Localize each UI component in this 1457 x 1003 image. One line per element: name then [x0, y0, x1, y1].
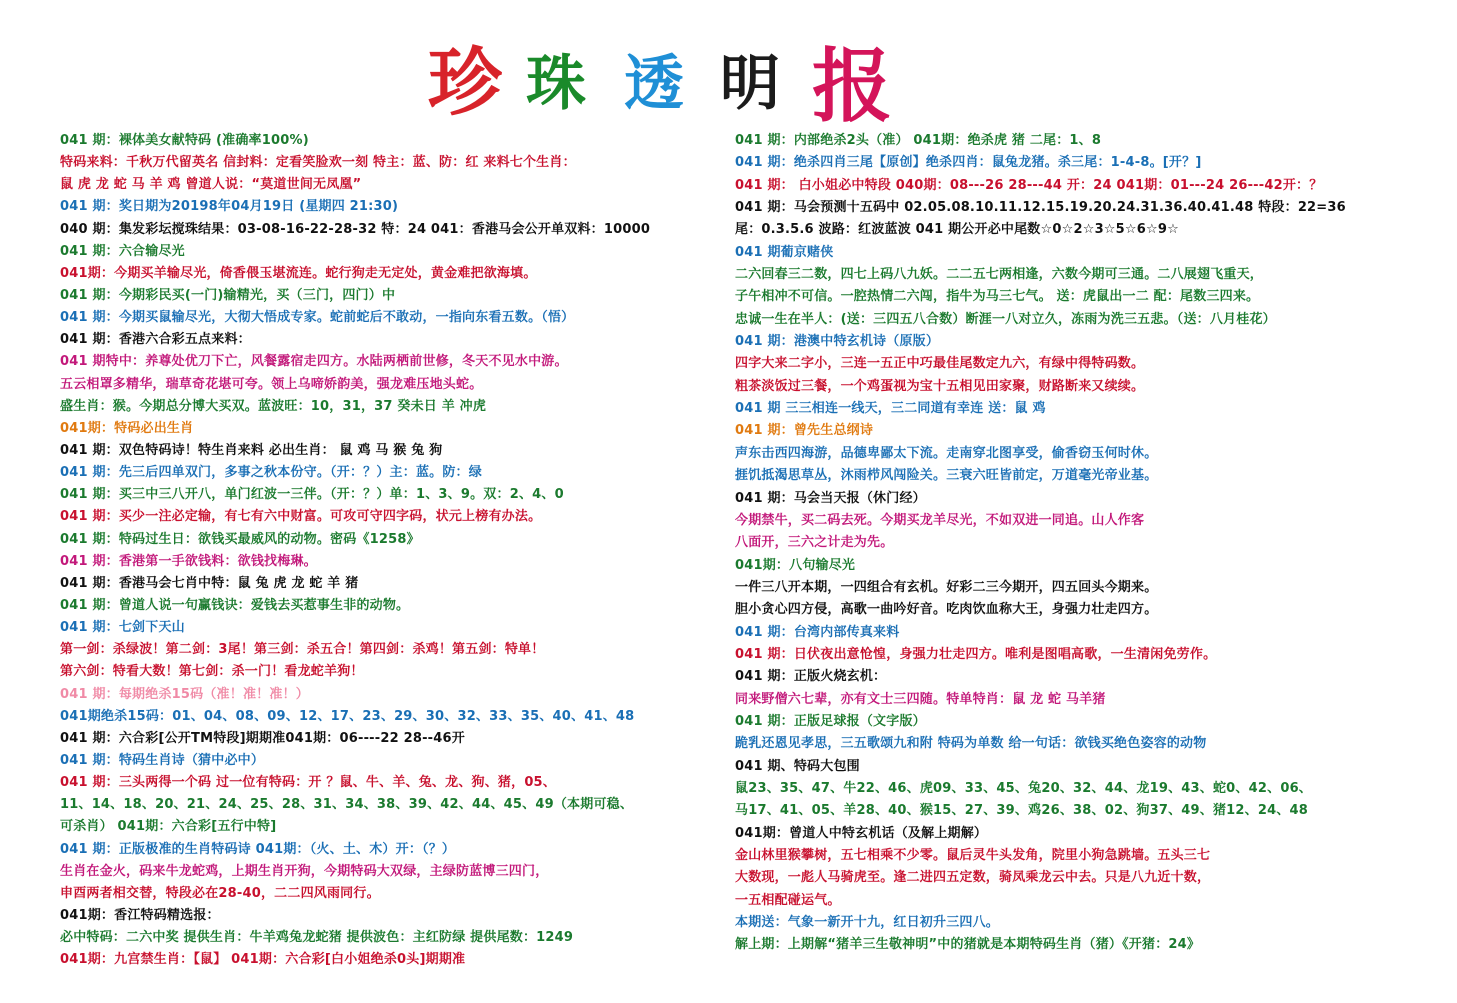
- left-column-line: 041期：香江特码精选报：: [60, 907, 220, 923]
- left-column-line: 041期：九宫禁生肖：【鼠】 041期：六合彩[白小姐绝杀0头]期期准: [60, 952, 466, 968]
- left-column-line: 041期：特码必出生肖: [60, 420, 194, 436]
- right-column-line: 尾：0.3.5.6 波路：红波蓝波 041 期公开必中尾数☆0☆2☆3☆5☆6☆9☆: [735, 222, 1179, 238]
- left-column-line: 041 期：六合彩[公开TM特段]期期准041期：06----22 28--46开: [60, 730, 465, 746]
- title-char-3: 透: [624, 49, 684, 119]
- right-column-line: 041 期： 白小姐必中特段 040期：08---26 28---44 开：24 041期：01---24 26---42开：？: [735, 177, 1323, 193]
- left-column-line: 盛生肖：猴。今期总分博大买双。蓝波旺：10，31，37 癸未日 羊 冲虎: [60, 398, 487, 414]
- right-column-line: 鼠23、35、47、牛22、46、虎09、33、45、兔20、32、44、龙19、43、蛇0、42、06、: [735, 780, 1313, 796]
- right-column-line: 041 期、特码大包围: [735, 758, 860, 774]
- right-column-line: 041 期：马会当天报（休门经）: [735, 490, 926, 506]
- right-column-line: 041 期：内部绝杀2头（准） 041期：绝杀虎 猪 二尾：1、8: [735, 133, 1102, 148]
- right-column-line: 041 期葡京赌侠: [735, 244, 834, 260]
- right-column-line: 同来野僧六七辈，亦有文士三四随。特单特肖：鼠 龙 蛇 马羊猪: [735, 691, 1106, 707]
- title-char-2: 珠: [526, 49, 586, 119]
- left-column-line: 041 期：特码过生日：欲钱买最威风的动物。密码《1258》: [60, 531, 420, 547]
- right-column-line: 二六回春三二数，四七上码八九妖。二二五七两相逢，六数今期可三通。二八展翅飞重天，: [735, 267, 1264, 283]
- left-column: [60, 130, 720, 971]
- left-column-line: 041 期：三头两得一个码 过一位有特码：开 ？鼠、牛、羊、兔、龙、狗、猪，05、: [60, 775, 557, 791]
- left-column-line: 041 期特中：养尊处优刀下亡，风餐露宿走四方。水陆两栖前世修，冬天不见水中游。: [60, 354, 568, 370]
- title-char-5: 报: [812, 39, 892, 133]
- left-column-line: 041期：今期买羊输尽光，倚香偎玉堪流连。蛇行狗走无定处，黄金难把欲海填。: [60, 265, 537, 281]
- left-column-line: 041 期：双色特码诗！特生肖来料 必出生肖： 鼠 鸡 马 猴 兔 狗: [60, 442, 443, 458]
- left-column-line: 11、14、18、20、21、24、25、28、31、34、38、39、42、44、45、49（本期可稳、: [60, 797, 634, 813]
- right-column-line: 041期：八句输尽光: [735, 557, 856, 573]
- left-column-line: 041 期：买三中三八开八，单门红波一三伴。（开：？）单：1、3、9。双：2、4、0: [60, 487, 564, 503]
- right-column-line: 忠诚一生在半人：(送：三四五八合数）断涯一八对立久，冻雨为洗三五悲。（送：八月桂花）: [735, 311, 1276, 327]
- right-column-line: 马17、41、05、羊28、40、猴15、27、39、鸡26、38、02、狗37、49、猪12、24、48: [735, 803, 1309, 819]
- left-column-line: 申酉两者相交替，特段必在28-40，二二四风雨同行。: [60, 885, 380, 901]
- left-column-line: 041 期：曾道人说一句赢钱诀：爱钱去买惹事生非的动物。: [60, 597, 410, 613]
- right-column-line: 跪乳还恩见孝思，三五歌颂九和附 特码为单数 给一句话：欲钱买绝色姿容的动物: [735, 736, 1207, 752]
- right-column-line: 一件三八开本期，一四组合有玄机。好彩二三今期开，四五回头今期来。: [735, 579, 1158, 595]
- left-column-line: 041 期：今期买鼠输尽光，大彻大悟成专家。蛇前蛇后不敢动，一指向东看五数。（悟）: [60, 310, 575, 326]
- left-column-line: 第六剑：特看大数！第七剑：杀一门！看龙蛇羊狗！: [60, 664, 364, 680]
- right-column-line: 声东击西四海游，品德卑鄙太下流。走南穿北图享受，偷香窃玉何时休。: [735, 445, 1158, 461]
- left-column-line: 041 期：每期绝杀15码（准！准！准！）: [60, 686, 309, 702]
- right-column: [735, 130, 1435, 957]
- right-column-line: 041 期：曾先生总纲诗: [735, 423, 874, 439]
- left-column-line: 041期绝杀15码：01、04、08、09、12、17、23、29、30、32、33、35、40、41、48: [60, 708, 635, 724]
- left-column-line: 041 期：买少一注必定输，有七有六中财富。可攻可守四字码，状元上榜有办法。: [60, 509, 542, 525]
- right-column-line: 041 期：马会预测十五码中 02.05.08.10.11.12.15.19.20.24.31.36.40.41.48 特段：22=36: [735, 200, 1346, 216]
- right-column-line: 一五相配碰运气。: [735, 892, 841, 908]
- left-column-line: 041 期：六合输尽光: [60, 243, 185, 259]
- right-column-line: 八面开，三六之计走为先。: [735, 535, 894, 551]
- right-column-line: 捱饥抵渴思草丛，沐雨栉风闯险关。三衰六旺皆前定，万道毫光帝业基。: [735, 468, 1158, 484]
- left-column-line: 五云相罩多精华，瑞草奇花堪可夸。领上乌啼娇韵美，强龙难压地头蛇。: [60, 376, 483, 392]
- left-column-line: 041 期：先三后四单双门，多事之秋本份守。（开：？）主：蓝。防：绿: [60, 465, 482, 481]
- right-column-line: 金山林里猴攀树，五七相乘不少零。鼠后灵牛头发角，院里小狗急跳墙。五头三七: [735, 848, 1211, 863]
- left-column-line: 必中特码：二六中奖 提供生肖：牛羊鸡兔龙蛇猪 提供波色：主红防绿 提供尾数：1249: [60, 930, 574, 946]
- newspaper-title: [428, 22, 948, 133]
- right-column-line: 041 期：正版足球报（文字版）: [735, 713, 926, 729]
- right-column-line: 041 期：日伏夜出意怆惶，身强力壮走四方。唯利是图唱高歌，一生清闲免劳作。: [735, 646, 1217, 662]
- left-column-line: 特码来料：千秋万代留英名 信封料：定看笑脸欢一刻 特主：蓝、防：红 来料七个生肖：: [60, 155, 576, 171]
- right-column-line: 本期送：气象一新开十九，红日初升三四八。: [735, 915, 1000, 931]
- right-column-line: 041 期：台湾内部传真来料: [735, 624, 900, 640]
- left-column-line: 041 期：香港六合彩五点来料：: [60, 332, 251, 348]
- left-column-line: 第一剑：杀绿波！第二剑：3尾！第三剑：杀五合！第四剑：杀鸡！第五剑：特单！: [60, 642, 545, 658]
- right-column-line: 041 期：港澳中特玄机诗（原版）: [735, 334, 940, 350]
- right-column-line: 粗茶淡饭过三餐，一个鸡蛋视为宝十五相见田家聚，财路断来又续续。: [735, 378, 1145, 394]
- left-column-line: 041 期：特码生肖诗（猜中必中）: [60, 752, 265, 768]
- right-column-line: 大数现，一彪人马骑虎至。逢二进四五定数，骑凤乘龙云中去。只是八九近十数，: [735, 870, 1211, 886]
- title-char-4: 明: [720, 49, 780, 119]
- right-column-line: 041 期：正版火烧玄机：: [735, 669, 887, 685]
- left-column-line: 041 期：香港第一手欲钱料：欲钱找梅琳。: [60, 553, 317, 569]
- right-column-line: 041期：曾道人中特玄机话（及解上期解）: [735, 825, 988, 841]
- left-column-line: 040 期：集发彩坛搅珠结果：03-08-16-22-28-32 特：24 041：香港马会公开单双料：10000: [60, 221, 651, 237]
- left-column-line: 041 期：七剑下天山: [60, 620, 185, 636]
- left-column-line: 041 期：香港马会七肖中特：鼠 兔 虎 龙 蛇 羊 猪: [60, 575, 359, 591]
- right-column-line: 解上期：上期解“猪羊三生敬神明”中的猪就是本期特码生肖（猪）《开猪：24》: [735, 937, 1201, 953]
- right-column-line: 子午相冲不可信。一腔热情二六闯，指牛为马三七气。 送：虎鼠出一二 配：尾数三四来。: [735, 289, 1260, 305]
- left-column-line: 041 期：正版极准的生肖特码诗 041期：（火、土、木）开：（？）: [60, 841, 456, 857]
- title-char-1: 珍: [428, 40, 502, 126]
- right-column-line: 四字大来二字小，三连一五正中巧最佳尾数定九六，有绿中得特码数。: [735, 356, 1145, 372]
- left-column-line: 鼠 虎 龙 蛇 马 羊 鸡 曾道人说：“莫道世间无凤凰”: [60, 177, 362, 193]
- left-column-line: 可杀肖） 041期：六合彩[五行中特]: [60, 819, 277, 835]
- left-column-line: 041 期：奖日期为20198年04月19日 (星期四 21:30): [60, 199, 399, 215]
- left-column-line: 041 期：裸体美女献特码 (准确率100%): [60, 133, 309, 148]
- left-column-line: 生肖在金火，码来牛龙蛇鸡，上期生肖开狗，今期特码大双绿，主绿防蓝博三四门，: [60, 863, 549, 879]
- left-column-line: 041 期：今期彩民买(一门)输精光，买（三门，四门）中: [60, 287, 396, 303]
- right-column-line: 胆小贪心四方侵，高歌一曲吟好音。吃肉饮血称大王，身强力壮走四方。: [735, 602, 1158, 618]
- right-column-line: 041 期：绝杀四肖三尾【原创】绝杀四肖：鼠兔龙猪。杀三尾：1-4-8。[开？]: [735, 155, 1202, 171]
- right-column-line: 041 期 三三相连一线天，三二同道有幸连 送：鼠 鸡: [735, 401, 1046, 417]
- right-column-line: 今期禁牛，买二码去死。今期买龙羊尽光，不如双进一同追。山人作客: [735, 512, 1145, 528]
